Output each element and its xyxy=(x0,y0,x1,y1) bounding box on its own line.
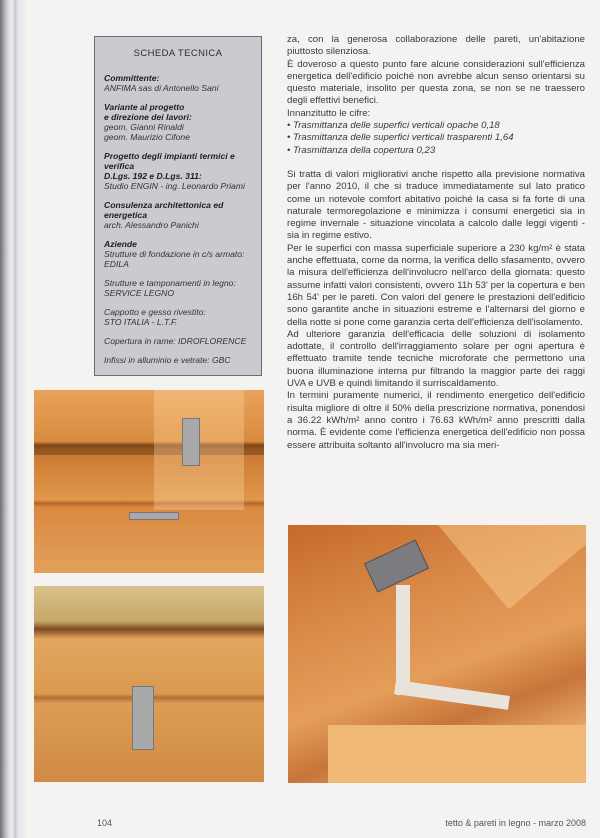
section-heading: Aziende xyxy=(104,239,137,249)
section-heading: Committente: xyxy=(104,73,160,83)
tech-section-roof xyxy=(104,336,252,346)
page-number: 104 xyxy=(97,818,113,828)
tech-section-companies xyxy=(104,239,252,269)
sealing-tape xyxy=(394,680,510,710)
tech-section-client xyxy=(104,73,252,93)
tech-section-direction xyxy=(104,102,252,142)
section-value: Strutture e tamponamenti in legno: xyxy=(104,278,236,288)
paragraph: È doveroso a questo punto fare alcune considerazioni sull'efficienza energetica dell'edificio poiché non avrebbe alcun senso orientarsi su questo materiale, insolito per questa zona, se non se ne traessero degli effettivi benefici. xyxy=(287,58,585,107)
tech-sheet-box xyxy=(94,36,262,376)
section-value: SERVICE LEGNO xyxy=(104,288,175,298)
section-heading: D.Lgs. 192 e D.Lgs. 311: xyxy=(104,171,202,181)
paragraph: Si tratta di valori migliorativi anche rispetto alla previsione normativa per l'anno 2010, il che si traduce immediatamente sul lato pratico come un notevole comfort abitativo poiché la casa si fa forte di una naturale termoregolazione e minimizza i consumi energetici sia in regime invernale - situazione vincolata a calcolo dalle leggi vigenti - sia in regime estivo. xyxy=(287,168,585,242)
metal-bracket xyxy=(182,418,200,466)
section-value: Cappotto e gesso rivestito: xyxy=(104,307,206,317)
section-value: Strutture di fondazione in c/s armato: xyxy=(104,249,245,259)
paragraph: In termini puramente numerici, il rendimento energetico dell'edificio risulta migliore di oltre il 50% della prescrizione normativa, ponendosi a 36.22 kWh/m² anno contro i 76.63 kWh/m² anno prescritti dalla norma. È evidente come l'efficienza energetica dell'edificio non possa essere attribuita soltanto all'involucro ma sia meri- xyxy=(287,390,585,451)
paragraph: Innanzitutto le cifre: xyxy=(287,107,371,119)
tech-section-consulting xyxy=(104,200,252,230)
photo-wood-beam-joint-2 xyxy=(34,586,264,782)
paragraph: Ad ulteriore garanzia dell'efficacia delle soluzioni di isolamento adottate, il controllo dell'irraggiamento solare per ogni apertura è effettuato tramite tende tecniche microforate che permettono una buona illuminazione interna pur filtrando la maggior parte dei raggi UVA e UVB e quindi limitando il surriscaldamento. xyxy=(287,328,585,390)
section-value: EDILA xyxy=(104,259,129,269)
photo-wood-beam-joint-1 xyxy=(34,390,264,573)
list-item: • Trasmittanza della copertura 0,23 xyxy=(287,144,436,156)
tech-section-coating xyxy=(104,307,252,327)
paragraph: za, con la generosa collaborazione delle pareti, un'abitazione piuttosto silenziosa. xyxy=(287,34,585,58)
section-value: ANFIMA sas di Antonello Sani xyxy=(104,83,219,93)
paragraph: Per le superfici con massa superficiale superiore a 230 kg/m² è stata anche effettuata, come da norma, la verifica dello sfasamento, ovvero la misura dell'efficienza dell'involucro nell'arco della giornata: questo assume infatti valori consistenti, ovvero 11h 53' per la copertura e ben 16h 54' per le pareti. Con valori del genere le prestazioni dell'edificio sono garantite anche in situazioni estreme e l'alternarsi del giorno e della notte si pone come garanzia certa dell'efficienza dell'isolamento. xyxy=(287,242,585,328)
magazine-footer: tetto & pareti in legno - marzo 2008 xyxy=(445,818,586,828)
photo-lower-beam xyxy=(328,725,586,783)
tech-sheet-title: SCHEDA TECNICA xyxy=(133,48,223,59)
section-value: arch. Alessandro Panichi xyxy=(104,220,199,230)
photo-diagonal-beam xyxy=(438,525,586,609)
section-heading: Consulenza architettonica ed energetica xyxy=(104,200,224,220)
article-text xyxy=(287,34,585,452)
list-item: • Trasmittanza delle superfici verticali trasparenti 1,64 xyxy=(287,132,514,144)
sealing-tape xyxy=(396,585,410,695)
list-item: • Trasmittanza delle superfici verticali opache 0,18 xyxy=(287,120,500,132)
metal-bracket xyxy=(132,686,154,750)
section-value: geom. Gianni Rinaldi xyxy=(104,122,184,132)
section-value: geom. Maurizio Cifone xyxy=(104,132,190,142)
page-binding xyxy=(0,0,26,838)
tech-section-windows xyxy=(104,355,252,365)
values-list xyxy=(287,120,585,157)
section-heading: Progetto degli impianti termici e verifica xyxy=(104,151,235,171)
section-heading: Variante al progetto xyxy=(104,102,185,112)
section-value: STO ITALIA - L.T.F. xyxy=(104,317,178,327)
section-value: Copertura in rame: IDROFLORENCE xyxy=(104,336,247,346)
tech-section-wood xyxy=(104,278,252,298)
section-value: Studio ENGIN - ing. Leonardo Priami xyxy=(104,181,245,191)
photo-wood-beam-joint-3 xyxy=(288,525,586,783)
section-value: Infissi in alluminio e vetrate: GBC xyxy=(104,355,231,365)
metal-plate xyxy=(129,512,179,520)
section-heading: e direzione dei lavori: xyxy=(104,112,192,122)
tech-section-thermal xyxy=(104,151,252,191)
